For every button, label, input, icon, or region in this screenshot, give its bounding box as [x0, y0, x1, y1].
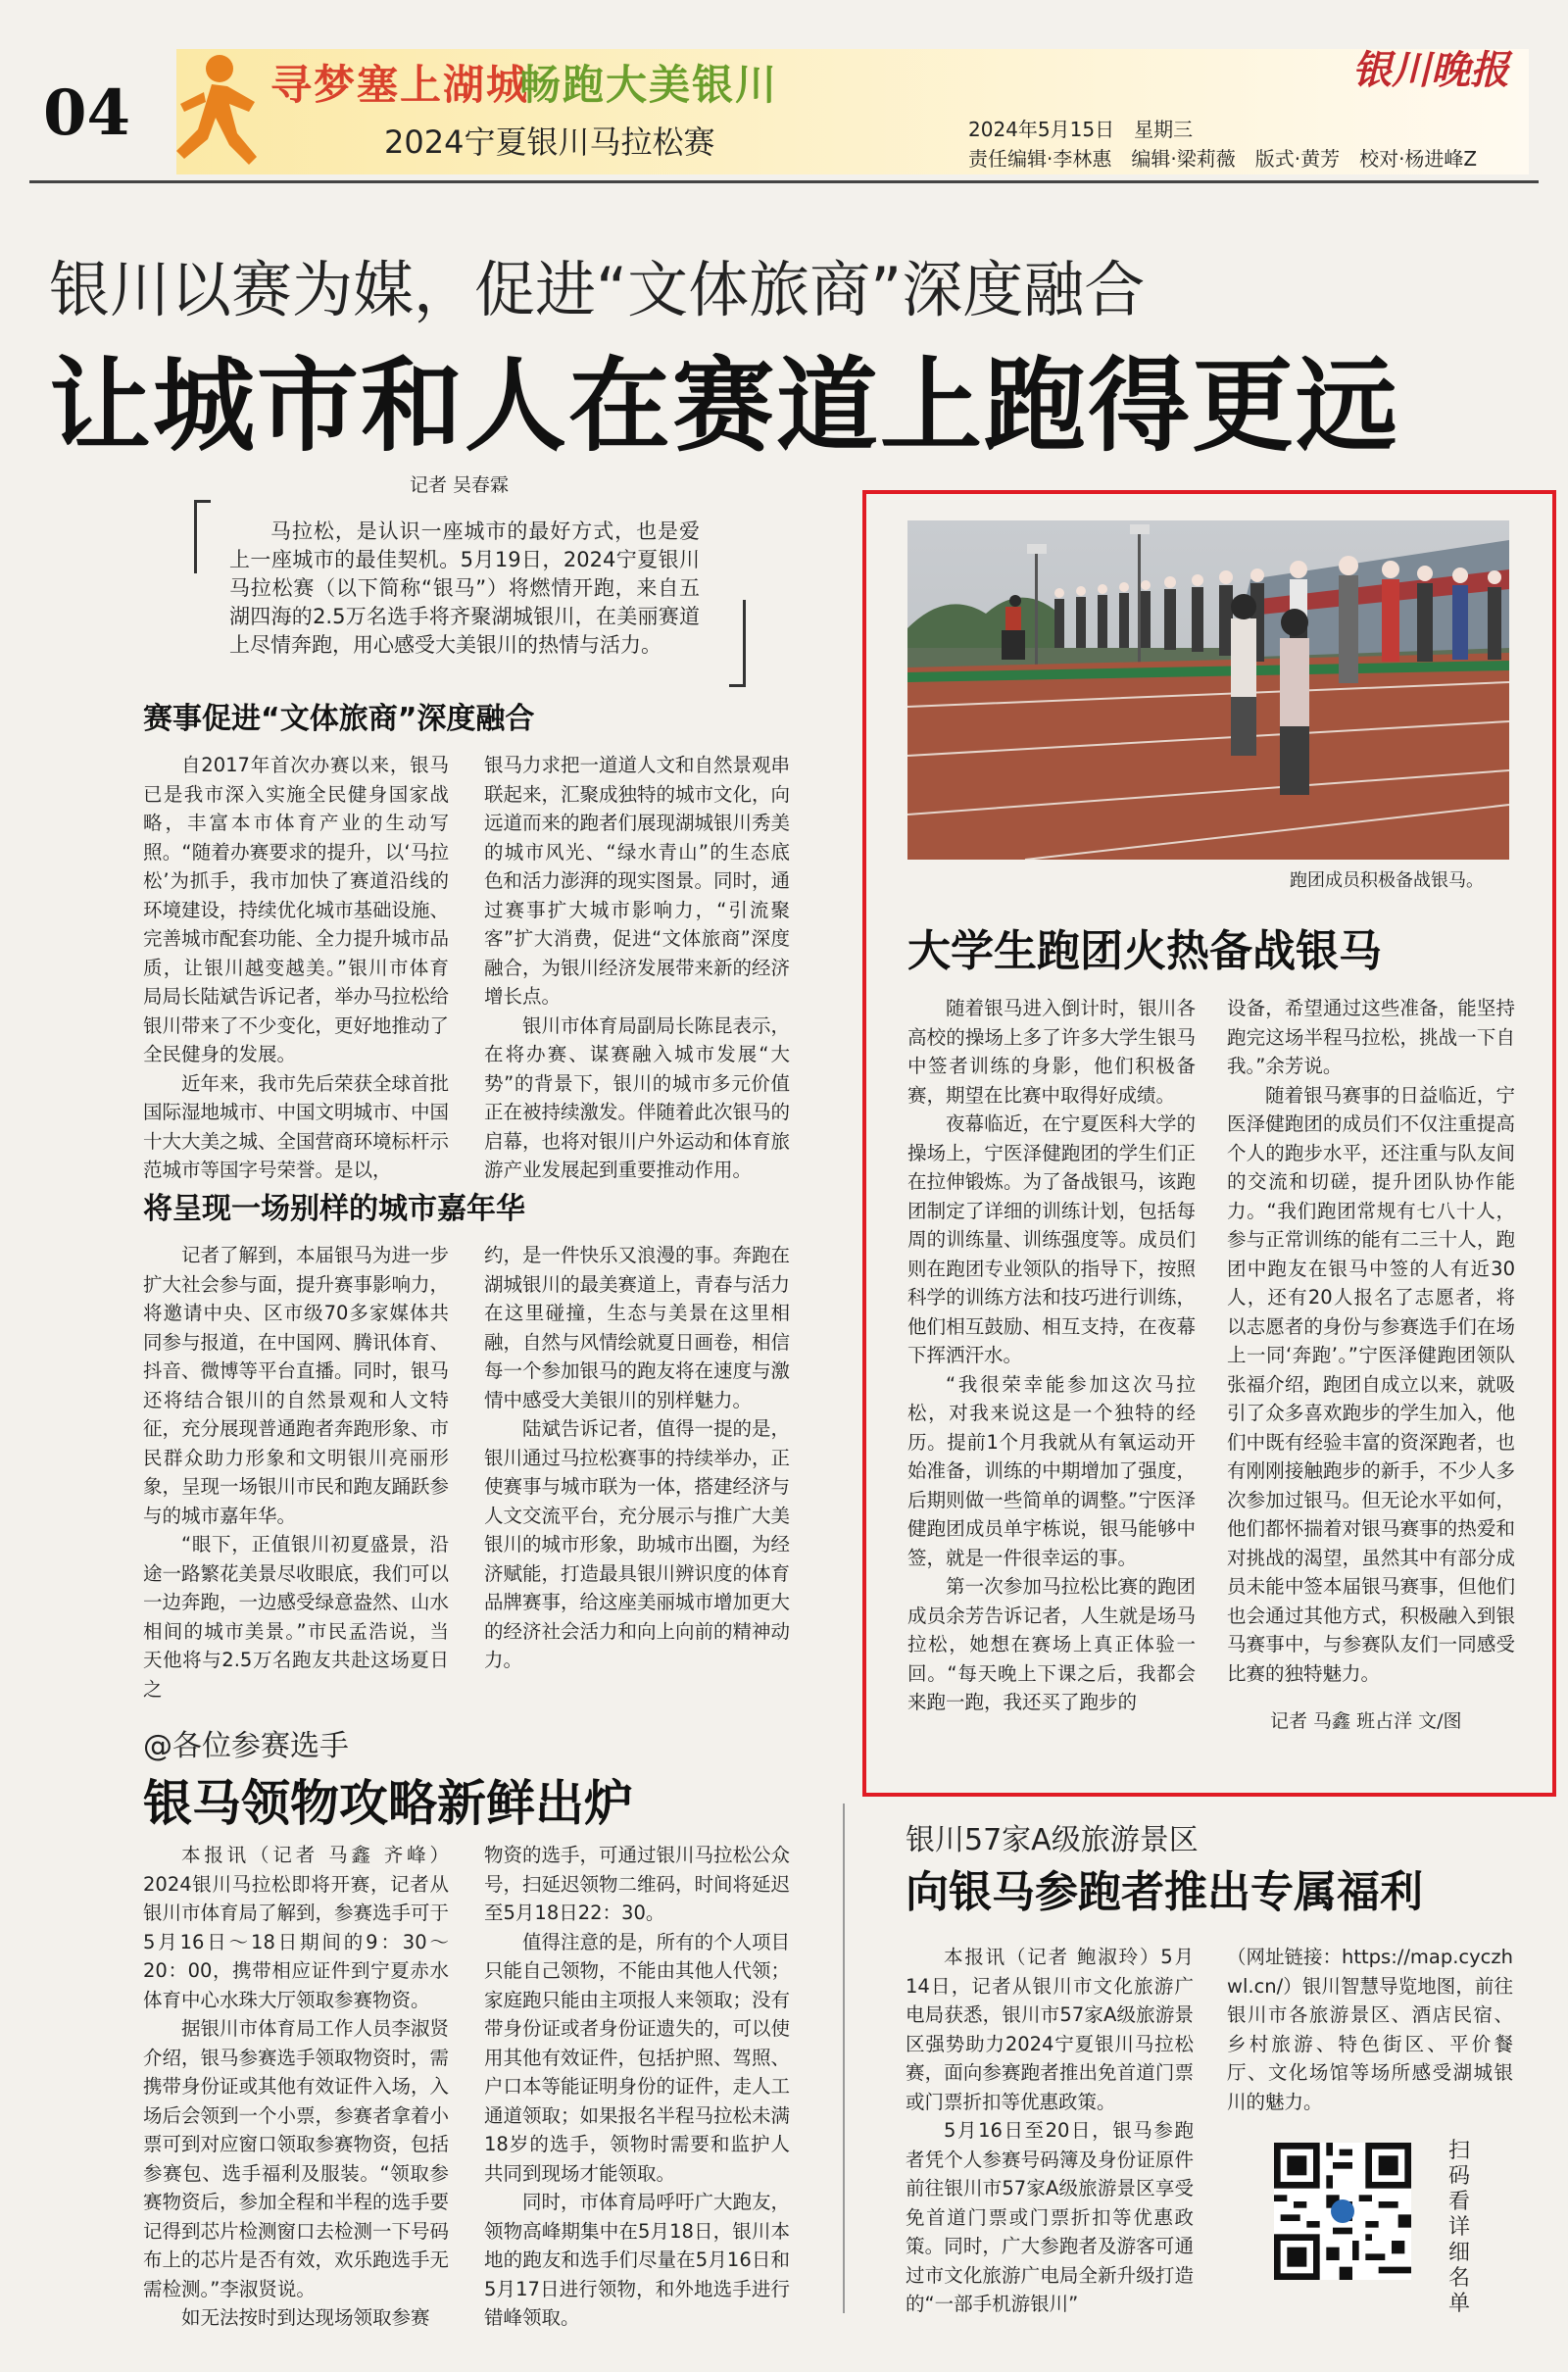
feature-authors: 记者 马鑫 班占洋 文/图 [1270, 1710, 1462, 1732]
runner-icon [147, 49, 265, 196]
tourism-subheadline: 银川57家A级旅游景区 [906, 1823, 1199, 1857]
section-1-column-1: 自2017年首次办赛以来，银马已是我市深入实施全民健身国家战略，丰富本市体育产业的生动写照。“随着办赛要求的提升，以‘马拉松’为抓手，我市加快了赛道沿线的环境建设，持续优化城市基础设施、完善城市配套功能、全力提升城市品质，让银川越变越美。”银川市体育局局长陆斌告诉记者，举办马拉松给银川带来了不少变化，更好地推动了全民健身的发展。 近年来，我市先后荣获全球首批国际湿地城市、中国文明城市、中国十大大美之城、全国营商环境标杆示范城市等国字号荣誉。是以， [143, 754, 450, 1181]
section-2-title: 将呈现一场别样的城市嘉年华 [143, 1192, 525, 1226]
section-1-title: 赛事促进“文体旅商”深度融合 [143, 702, 535, 736]
section-2-column-1: 记者了解到，本届银马为进一步扩大社会参与面，提升赛事影响力，将邀请中央、区市级70多家媒体共同参与报道，在中国网、腾讯体育、抖音、微博等平台直播。同时，银马还将结合银川的自然景观和人文特征，充分展现普通跑者奔跑形象、市民群众助力形象和文明银川亮丽形象，呈现一场银川市民和跑友踊跃参与的城市嘉年华。 “眼下，正值银川初夏盛景，沿途一路繁花美景尽收眼底，我们可以一边奔跑，一边感受绿意盎然、山水相间的城市美景。”市民孟浩说，当天他将与2.5万名跑友共赴这场夏日之 [143, 1244, 450, 1701]
intro-bracket-left [194, 500, 211, 573]
photo-caption: 跑团成员积极备战银马。 [1290, 870, 1484, 891]
runners-photo [907, 520, 1509, 860]
column-divider [843, 1804, 845, 2313]
header-divider [29, 180, 1539, 183]
lead-subheadline: 银川以赛为媒，促进“文体旅商”深度融合 [49, 254, 1146, 325]
tourism-column-1: 本报讯（记者 鲍淑玲）5月14日，记者从银川市文化旅游广电局获悉，银川市57家A级旅游景区强势助力2024宁夏银川马拉松赛，面向参赛跑者推出免首道门票或门票折扣等优惠政策。 5月16日至20日，银马参跑者凭个人参赛号码簿及身份证原件前往银川市57家A级旅游景区享受免首道门票或门票折扣等优惠政策。同时，广大参跑者及游客可通过市文化旅游广电局全新升级打造的“一部手机游银川” [906, 1946, 1194, 2315]
slogan-2: 畅跑大美银川 [519, 61, 779, 109]
kit-hashtag: @各位参赛选手 [143, 1729, 349, 1763]
feature-column-1: 随着银马进入倒计时，银川各高校的操场上多了许多大学生银马中签者训练的身影，他们积极备赛，期望在比赛中取得好成绩。 夜幕临近，在宁夏医科大学的操场上，宁医泽健跑团的学生们正在拉伸锻炼。为了备战银马，该跑团制定了详细的训练计划，包括每周的训练量、训练强度等。成员们则在跑团专业领队的指导下，按照科学的训练方法和技巧进行训练，他们相互鼓励、相互支持，在夜幕下挥洒汗水。 “我很荣幸能参加这次马拉松，对我来说这是一个独特的经历。提前1个月我就从有氧运动开始准备，训练的中期增加了强度，后期则做一些简单的调整。”宁医泽健跑团成员单宇栋说，银马能够中签，就是一件很幸运的事。 第一次参加马拉松比赛的跑团成员余芳告诉记者，人生就是场马拉松，她想在赛场上真正体验一回。“每天晚上下课之后，我都会来跑一跑，我还买了跑步的 [907, 997, 1196, 1713]
lead-intro: 马拉松，是认识一座城市的最好方式，也是爱上一座城市的最佳契机。5月19日，2024宁夏银川马拉松赛（以下简称“银马”）将燃情开跑，来自五湖四海的2.5万名选手将齐聚湖城银川，在美丽赛道上尽情奔跑，用心感受大美银川的热情与活力。 [229, 519, 700, 657]
kit-column-1: 本报讯（记者 马鑫 齐峰）2024银川马拉松即将开赛，记者从银川市体育局了解到，参赛选手可于5月16日～18日期间的9：30～20：00，携带相应证件到宁夏赤水体育中心水珠大厅领取参赛物资。 据银川市体育局工作人员李淑贤介绍，银马参赛选手领取物资时，需携带身份证或其他有效证件入场，入场后会领到一个小票，参赛者拿着小票可到对应窗口领取参赛物资，包括参赛包、选手福利及服装。“领取参赛物资后，参加全程和半程的选手要记得到芯片检测窗口去检测一下号码布上的芯片是否有效，欢乐跑选手无需检测。”李淑贤说。 如无法按时到达现场领取参赛 [143, 1844, 450, 2329]
section-1-column-2: 银马力求把一道道人文和自然景观串联起来，汇聚成独特的城市文化，向远道而来的跑者们展现湖城银川秀美的城市风光、“绿水青山”的生态底色和活力澎湃的现实图景。同时，通过赛事扩大城市影响力，“引流聚客”扩大消费，促进“文体旅商”深度融合，为银川经济发展带来新的经济增长点。 银川市体育局副局长陈昆表示，在将办赛、谋赛融入城市发展“大势”的背景下，银川的城市多元价值正在被持续激发。伴随着此次银马的启幕，也将对银川户外运动和体育旅游产业发展起到重要推动作用。 [484, 754, 791, 1181]
qr-code-icon[interactable] [1274, 2143, 1411, 2280]
editor-credits: 责任编辑·李林惠 编辑·梁莉薇 版式·黄芳 校对·杨进峰Z [968, 147, 1478, 171]
issue-date: 2024年5月15日 星期三 [968, 118, 1194, 141]
slogan-1: 寻梦塞上湖城 [270, 61, 530, 109]
tourism-headline: 向银马参跑者推出专属福利 [906, 1867, 1423, 1917]
intro-bracket-right [729, 600, 746, 687]
kit-column-2: 物资的选手，可通过银川马拉松公众号，扫延迟领物二维码，时间将延迟至5月18日22：30。 值得注意的是，所有的个人项目只能自己领物，不能由其他人代领；家庭跑只能由主项报人来领取；没有带身份证或者身份证遗失的，可以使用其他有效证件，包括护照、驾照、户口本等能证明身份的证件，走人工通道领取；如果报名半程马拉松未满18岁的选手，领物时需要和监护人共同到现场才能领取。 同时，市体育局呼吁广大跑友，领物高峰期集中在5月18日，银川本地的跑友和选手们尽量在5月16日和5月17日进行领物，和外地选手进行错峰领取。 [484, 1844, 791, 2329]
kit-headline: 银马领物攻略新鲜出炉 [143, 1775, 633, 1832]
race-title: 2024宁夏银川马拉松赛 [384, 124, 715, 161]
feature-column-2: 设备，希望通过这些准备，能坚持跑完这场半程马拉松，挑战一下自我。”余芳说。 随着银马赛事的日益临近，宁医泽健跑团的成员们不仅注重提高个人的跑步水平，还注重与队友间的交流和切磋，提升团队协作能力。“我们跑团常规有七八十人，参与正常训练的能有二三十人，跑团中跑友在银马中签的人有近30人，还有20人报名了志愿者，将以志愿者的身份与参赛选手们在场上一同‘奔跑’。”宁医泽健跑团领队张福介绍，跑团自成立以来，就吸引了众多喜欢跑步的学生加入，他们中既有经验丰富的资深跑者，也有刚刚接触跑步的新手，不少人多次参加过银马。但无论水平如何，他们都怀揣着对银马赛事的热爱和对挑战的渴望，虽然其中有部分成员未能中签本届银马赛事，但他们也会通过其他方式，积极融入到银马赛事中，与参赛队友们一同感受比赛的独特魅力。 [1227, 997, 1515, 1685]
lead-byline: 记者 吴春霖 [410, 474, 510, 496]
feature-headline: 大学生跑团火热备战银马 [907, 926, 1382, 976]
lead-headline: 让城市和人在赛道上跑得更远 [49, 346, 1400, 466]
page-number: 04 [43, 76, 131, 150]
qr-label: 扫码看详细名单 [1448, 2139, 1471, 2316]
section-2-column-2: 约，是一件快乐又浪漫的事。奔跑在湖城银川的最美赛道上，青春与活力在这里碰撞，生态与美景在这里相融，自然与风情绘就夏日画卷，相信每一个参加银马的跑友将在速度与激情中感受大美银川的别样魅力。 陆斌告诉记者，值得一提的是，银川通过马拉松赛事的持续举办，正使赛事与城市联为一体，搭建经济与人文交流平台，充分展示与推广大美银川的城市形象，助城市出圈，为经济赋能，打造最具银川辨识度的体育品牌赛事，给这座美丽城市增加更大的经济社会活力和向上向前的精神动力。 [484, 1244, 791, 1671]
paper-logo: 银川晚报 [1352, 47, 1509, 93]
tourism-column-2: （网址链接：https://map.cyczhwl.cn/）银川智慧导览地图，前往银川市各旅游景区、酒店民宿、乡村旅游、特色街区、平价餐厅、文化场馆等场所感受湖城银川的魅力。 [1227, 1946, 1513, 2113]
